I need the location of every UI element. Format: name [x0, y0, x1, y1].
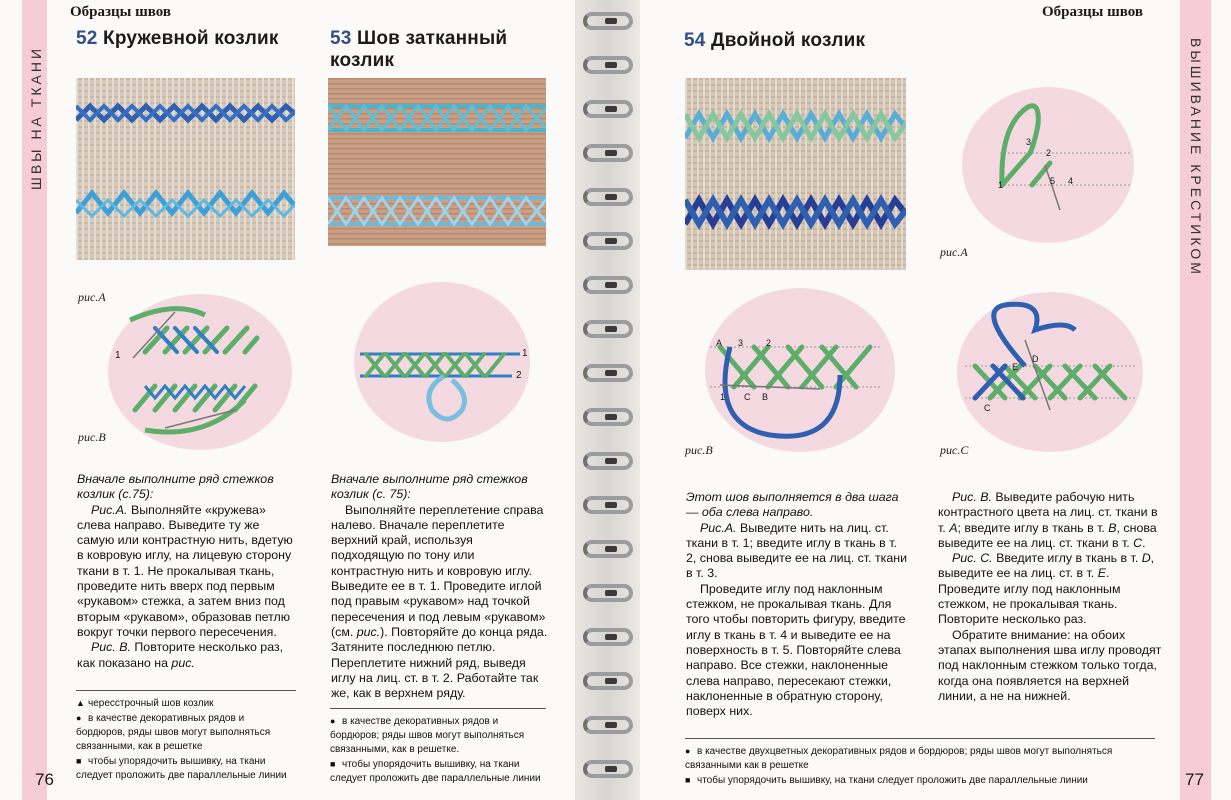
bullet-square-icon: ■ — [685, 775, 691, 785]
fig-b-point-1: 1 — [720, 392, 726, 402]
stitch-53-text — [331, 472, 549, 701]
stitch-54-col2-para2-m: , выведите ее на лиц. ст. в т. — [938, 551, 1155, 581]
spiral-ring — [583, 364, 633, 382]
spiral-ring — [583, 12, 633, 30]
spiral-ring — [583, 452, 633, 470]
left-side-text: ШВЫ НА ТКАНИ — [28, 45, 44, 190]
spiral-ring — [583, 276, 633, 294]
stitch-54-number: 54 — [684, 30, 706, 51]
spiral-ring — [583, 540, 633, 558]
stitch-52-usage-2 — [76, 711, 296, 754]
stitch-54-diagram-a — [960, 85, 1140, 245]
spiral-ring — [583, 584, 633, 602]
stitch-52-para2 — [77, 640, 299, 671]
stitch-54-col2-para2-d: D — [1141, 551, 1151, 566]
spiral-ring — [583, 144, 633, 162]
stitch-53-usage-1 — [330, 714, 546, 757]
left-running-head: Образцы швов — [70, 4, 172, 20]
stitch-54-col2-para1 — [938, 490, 1166, 551]
stitch-53-para1 — [331, 503, 549, 702]
stitch-52-para1-lead: Рис.А. — [91, 502, 128, 517]
stitch-53-para1-body: Выполняйте переплетение справа налево. Вначале переплетите верхний край, используя подходящую по тону или контрастную нить и ковровую иглу. Выведите ее в т. 1. Проведите иглой под правым «рукавом» над точкой пересечения и под левым «рукавом» (см. — [331, 502, 546, 639]
stitch-53-photo — [328, 78, 546, 246]
stitch-54-col2-para1-a: А — [949, 520, 958, 535]
stitch-52-diagram — [105, 290, 295, 450]
bullet-circle-icon: ● — [330, 716, 336, 726]
stitch-53-usage-1-text: в качестве декоративных рядов и бордюров; ряды швов могут выполняться связанными, как в решетке. — [330, 716, 525, 755]
right-page-number: 77 — [1185, 770, 1204, 789]
left-page-number: 76 — [35, 770, 54, 789]
fig-a-point-5: 5 — [1050, 176, 1056, 186]
fig-c-point-d: D — [1032, 354, 1039, 364]
stitch-53-diagram — [352, 280, 532, 445]
stitch-52-usage-1 — [76, 696, 296, 711]
stitch-53-number: 53 — [330, 28, 352, 49]
stitch-54-usage-2 — [685, 773, 1155, 788]
stitch-54-col2-para1-lead: Рис. В. — [952, 490, 992, 504]
spiral-ring — [583, 496, 633, 514]
stitch-53-name: Шов затканный козлик — [330, 28, 508, 71]
stitch-54-col2-para2-end: . Проведите иглу под наклонным стежком, не прокалывая ткань. Повторите несколько раз. — [938, 566, 1121, 627]
spiral-ring — [583, 672, 633, 690]
stitch-54-usage-1-text: в качестве двухцветных декоративных рядов и бордюров; ряды швов могут выполняться связанными как в решетке — [685, 746, 1113, 771]
stitch-54-col2-para2-lead: Рис. С. — [952, 551, 993, 566]
stitch-52-title — [76, 28, 279, 50]
stitch-52-usage-3-text: чтобы упорядочить вышивку, на ткани следует проложить две параллельные линии — [76, 756, 287, 781]
stitch-52-name: Кружевной козлик — [103, 28, 279, 49]
stitch-54-col2-para1-b: ; введите иглу в ткань в т. — [957, 520, 1109, 535]
stitch-52-intro: Вначале выполните ряд стежков козлик (с.75): — [77, 472, 274, 502]
bullet-square-icon: ■ — [76, 756, 82, 766]
spiral-ring — [583, 716, 633, 734]
fig-c-point-e: E — [1012, 362, 1019, 372]
stitch-53-fig-marker-1: 1 — [522, 348, 528, 359]
stitch-54-title — [684, 30, 865, 52]
fig-b-point-3: 3 — [738, 338, 744, 348]
triangle-icon: ▲ — [76, 698, 85, 708]
stitch-53-title — [330, 28, 575, 72]
spiral-ring — [583, 408, 633, 426]
stitch-54-photo — [685, 78, 906, 270]
stitch-52-para2-ref: рис. — [171, 655, 195, 670]
stitch-53-usage-2-text: чтобы упорядочить вышивку, на ткани следует проложить две параллельные линии — [330, 759, 541, 784]
stitch-54-diagram-c — [955, 290, 1145, 455]
stitch-54-intro: Этот шов выполняется в два шага — оба слева направо. — [686, 490, 899, 520]
stitch-54-col1-para1-body: Выведите нить на лиц. ст. ткани в т. 1; введите иглу в ткань в т. 2, снова выведите ее на лиц. ст. ткани в т. 3. — [686, 520, 907, 581]
stitch-54-usage — [685, 738, 1155, 788]
fig-a-point-2: 2 — [1046, 148, 1052, 158]
spiral-ring — [583, 628, 633, 646]
stitch-53-para1-end: ). Повторяйте до конца ряда. Затяните последнюю петлю. Переплетите нижний ряд, выведя иглу на лиц. ст. в т. 2. Работайте так же, как в верхнем ряду. — [331, 624, 548, 701]
spiral-binding — [575, 0, 640, 800]
stitch-54-col2-para1-d: , снова выведите ее на лиц. ст. ткани в т. — [938, 520, 1157, 550]
stitch-52-number: 52 — [76, 28, 98, 49]
stitch-54-diagram-b — [700, 285, 895, 455]
fig-a-point-3: 3 — [1026, 137, 1032, 147]
stitch-52-para1-body: Выполняйте «кружева» слева направо. Выведите ту же самую или контрастную нить, вдетую в ковровую иглу, на лицевую сторону ткани в т. 1. Не прокалывая ткань, проведите нить вверх под первым «рукавом» стежка, а затем вниз под вторым «рукавом», образовав петлю вокруг точки первого пересечения. — [77, 502, 293, 639]
stitch-54-fig-a-label: рис.A — [940, 245, 968, 259]
stitch-53-intro: Вначале выполните ряд стежков козлик (с. 75): — [331, 472, 528, 502]
fig-b-point-2: 2 — [766, 338, 772, 348]
stitch-54-text-col2 — [938, 490, 1166, 704]
fig-a-point-1: 1 — [998, 180, 1004, 190]
stitch-53-para1-ref: рис. — [356, 624, 381, 639]
stitch-54-fig-b-label: рис.B — [685, 443, 713, 457]
stitch-52-para2-lead: Рис. В. — [91, 640, 131, 655]
stitch-52-usage — [76, 690, 296, 783]
stitch-52-fig-a-label: рис.A — [78, 290, 106, 304]
stitch-53-usage — [330, 708, 546, 786]
left-page — [0, 0, 575, 800]
bullet-circle-icon: ● — [76, 713, 82, 723]
spiral-ring — [583, 100, 633, 118]
stitch-54-usage-2-text: чтобы упорядочить вышивку, на ткани следует проложить две параллельные линии — [697, 775, 1088, 786]
stitch-52-usage-1-pre: чересстрочный шов — [88, 698, 184, 709]
stitch-54-col2-para2 — [938, 551, 1166, 627]
stitch-54-col2-para1-c: B — [1108, 520, 1117, 535]
spiral-ring — [583, 320, 633, 338]
stitch-52-photo — [76, 78, 295, 260]
stitch-54-col2-para2-e: Е — [1097, 566, 1106, 581]
spiral-ring — [583, 188, 633, 206]
stitch-54-text-col1 — [686, 490, 908, 719]
stitch-53-fig-marker-2: 2 — [516, 370, 522, 381]
fig-b-point-a: A — [716, 338, 723, 348]
stitch-54-col2-para3: Обратите внимание: на обоих этапах выполнения шва иглу проводят под наклонным стежком только тогда, когда она появляется на верхней линии, а не на нижней. — [938, 627, 1162, 703]
right-side-text: ВЫШИВАНИЕ КРЕСТИКОМ — [1188, 38, 1204, 277]
right-side-strip — [1180, 0, 1211, 800]
stitch-54-col2-para1-f: . — [1142, 535, 1146, 550]
fig-c-point-c: C — [984, 403, 991, 413]
right-page — [640, 0, 1231, 800]
stitch-52-text — [77, 472, 299, 671]
stitch-52-fig-b-label: рис.B — [78, 430, 106, 444]
stitch-52-usage-3 — [76, 754, 296, 783]
left-side-strip — [22, 0, 47, 800]
stitch-54-col2-para1-body: Выведите рабочую нить контрастного цвета на лиц. ст. ткани в т. — [938, 490, 1158, 535]
stitch-54-col1-para2: Проведите иглу под наклонным стежком, не прокалывая ткань. Для того чтобы повторить фигуру, введите иглу в ткань в т. 4 и выведите ее на поверхность в т. 5. Повторяйте слева направо. Все стежки, наклоненные слева направо, пересекают стежки, наклоненные в обратную сторону, поверх них. — [686, 581, 906, 719]
bullet-circle-icon: ● — [685, 746, 691, 756]
stitch-54-name: Двойной козлик — [711, 30, 866, 51]
stitch-52-para1 — [77, 503, 299, 641]
bullet-square-icon: ■ — [330, 759, 336, 769]
fig-b-point-c: C — [744, 392, 751, 402]
stitch-53-usage-2 — [330, 757, 546, 786]
fig-b-point-b: B — [762, 392, 769, 402]
stitch-52-para2-body: Повторите несколько раз, как показано на — [77, 640, 284, 670]
spiral-ring — [583, 232, 633, 250]
stitch-52-fig-a-marker: 1 — [115, 350, 121, 361]
right-running-head: Образцы швов — [1042, 4, 1144, 20]
stitch-52-usage-1-it: козлик — [183, 698, 214, 709]
stitch-54-col1-para1 — [686, 521, 908, 582]
fig-a-point-4: 4 — [1068, 176, 1074, 186]
stitch-54-usage-1 — [685, 744, 1155, 773]
stitch-52-usage-2-text: в качестве декоративных рядов и бордюров, ряды швов могут выполняться связанными, как в решетке — [76, 713, 271, 752]
spiral-ring — [583, 56, 633, 74]
stitch-54-col2-para1-e: C — [1133, 535, 1143, 550]
spiral-ring — [583, 760, 633, 778]
stitch-54-col1-para1-lead: Рис.А. — [700, 520, 737, 535]
stitch-54-fig-c-label: рис.C — [940, 443, 969, 457]
stitch-54-col2-para2-body: Введите иглу в ткань в т. — [992, 551, 1142, 566]
